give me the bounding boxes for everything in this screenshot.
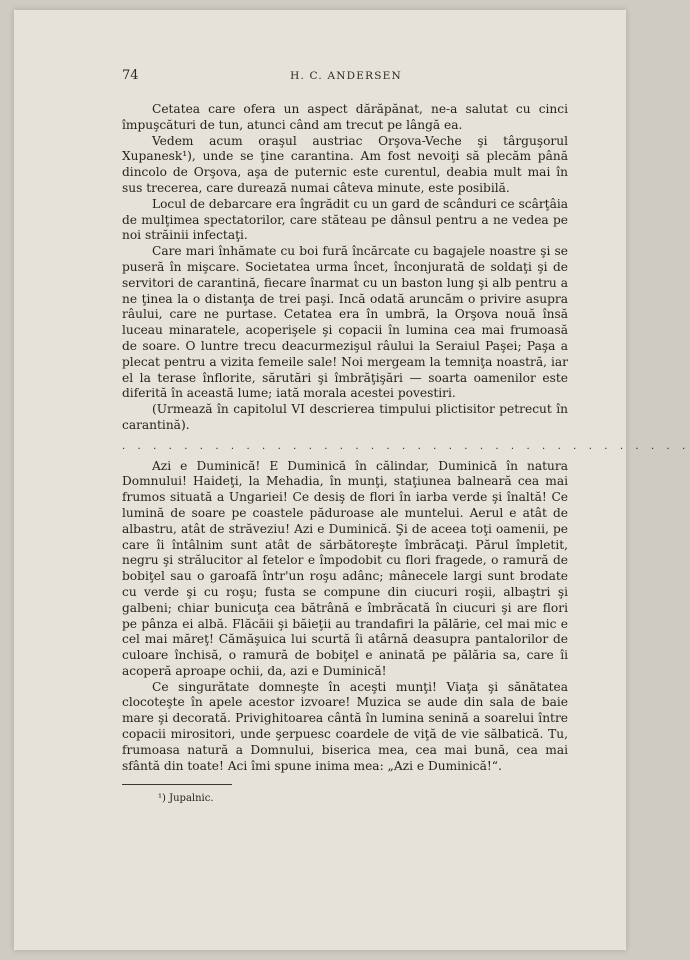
paragraph: Cetatea care ofera un aspect dărăpănat, ne-a salutat cu cinci împuşcături de tun, atunci când am trecut pe lângă ea. xyxy=(122,102,568,132)
paragraph: Care mari înhămate cu boi fură încărcate cu bagajele noastre şi se puseră în mişcare. Societatea urma încet, înconjurată de soldaţi şi de servitori de carantină, fiecare înarmat cu un baston lung şi alb pentru a ne ţinea la o distanţa de trei paşi. Incă odată aruncăm o privire asupra râului, care ne purtase. Cetatea era în umbră, la Orşova nouă însă luceau minaratele, acoperişele şi copacii în lumina cea mai frumoasă de soare. O luntre trecu deacurmezişul râului la Seraiul Paşei; Paşa a plecat pentru a vizita femeile sale! Noi mergeam la temniţa noastră, iar el la terase înflorite, sărutări şi îmbrăţişări — soarta oamenilor este diferită în această lume; iată morala acestei povestiri. xyxy=(122,244,568,401)
book-page xyxy=(14,10,690,950)
page-number: 74 xyxy=(122,68,139,83)
paragraph: (Urmează în capitolul VI descrierea timpului plictisitor petrecut în carantină). xyxy=(122,402,568,432)
footnote: ¹) Jupalnic. xyxy=(158,793,214,805)
footnote-rule xyxy=(122,784,232,785)
section-separator: . . . . . . . . . . . . . . . . . . . . . . . . . . . . . . . . . . . . . xyxy=(122,440,690,452)
body-text xyxy=(122,102,690,807)
paragraph: Vedem acum oraşul austriac Orşova-Veche şi târguşorul Xupanesk¹), unde se ţine carantina. Am fost nevoiţi să plecăm până dincolo de Orşova, aşa de puternic este curentul, deabia mult mai în sus trecerea, care durează numai câteva minute, este posibilă. xyxy=(122,133,568,195)
paragraph: Azi e Duminică! E Duminică în călindar, Duminică în natura Domnului! Haideţi, la Mehadia, în munţi, staţiunea balneară cea mai frumos situată a Ungariei! Ce desiş de flori în iarba verde şi înaltă! Ce lumină de soare pe coastele păduroase ale muntelui. Aerul e atât de albastru, atât de străveziu! Azi e Duminică. Şi de aceea toţi oamenii, pe care îi întâlnim sunt atât de sărbătoreşte îmbrăcaţi. Părul împletit, negru şi strălucitor al fetelor e împodobit cu flori fragede, o ramură de bobiţel sau o garoafă într'un roşu adânc; mânecele largi sunt brodate cu verde şi cu roşu; fusta se compune din ciucuri roşii, albaştri şi galbeni; chiar bunicuţa cea bătrână e îmbrăcată în ciucuri şi are flori pe pânza ei albă. Flăcăii şi băieţii au trandafiri la pălărie, cel mai mic e cel mai măreţ! Cămăşuica lui scurtă îi atârnă deasupra pantalorilor de culoare închisă, o ramură de bobiţel e aninată pe pălăria sa, care îi acoperă aproape ochii, da, azi e Duminică! xyxy=(122,458,568,678)
running-head: H. C. ANDERSEN xyxy=(290,70,402,82)
paragraph: Locul de debarcare era îngrădit cu un gard de scânduri ce scârţâia de mulţimea spectatorilor, care stăteau pe dânsul pentru a ne vedea pe noi străinii infectaţi. xyxy=(122,196,568,243)
page-header xyxy=(122,68,570,86)
paragraph: Ce singurătate domneşte în aceşti munţi! Viaţa şi sănătatea clocoteşte în apele acestor izvoare! Muzica se aude din sala de baie mare şi decorată. Privighitoarea cântă în lumina senină a soarelui între copacii mirositori, unde şerpuesc coardele de viţă de vie sălbatică. Tu, frumoasa natură a Domnului, biserica mea, cea mai bună, cea mai sfântă din toate! Aci îmi spune inima mea: „Azi e Duminică!“. xyxy=(122,679,568,773)
